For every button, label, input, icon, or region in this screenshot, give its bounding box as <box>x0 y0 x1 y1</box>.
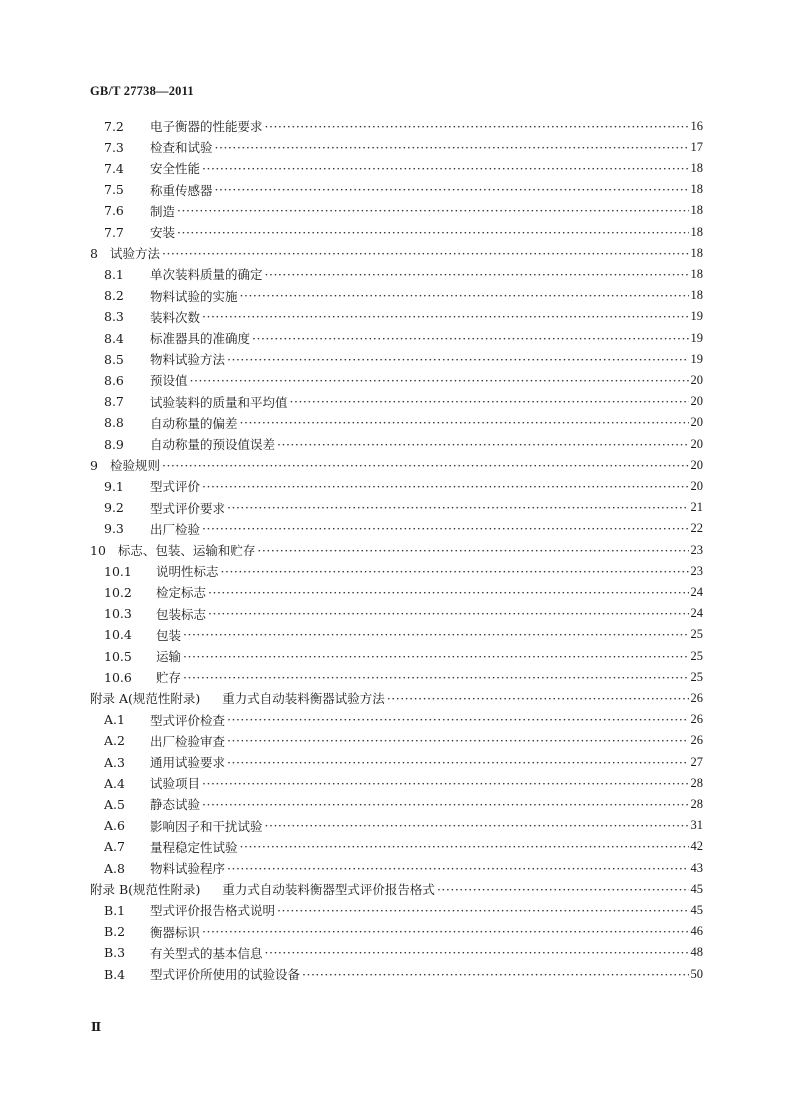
toc-leader-dots <box>265 945 689 960</box>
toc-entry-title: 称重传感器 <box>150 182 213 198</box>
toc-leader-dots <box>227 755 688 770</box>
toc-leader-dots <box>227 861 688 876</box>
toc-entry-number: 8.1 <box>104 266 124 282</box>
toc-entry[interactable] <box>104 328 703 348</box>
toc-entry[interactable] <box>90 540 703 560</box>
document-code-header: GB/T 27738—2011 <box>90 84 194 98</box>
toc-leader-dots <box>227 733 688 748</box>
toc-entry-title: 出厂检验审查 <box>150 733 226 749</box>
toc-entry[interactable] <box>104 752 703 772</box>
toc-entry-title: 试验项目 <box>150 776 201 792</box>
toc-entry-title: 标志、包装、运输和贮存 <box>117 543 256 558</box>
toc-entry-title: 型式评价报告格式说明 <box>150 903 276 919</box>
toc-entry-page: 19 <box>690 330 703 345</box>
toc-entry-title: 型式评价 <box>150 479 201 495</box>
toc-entry-number: 9.2 <box>104 500 124 516</box>
toc-entry[interactable] <box>104 413 703 433</box>
toc-entry[interactable] <box>104 137 703 157</box>
toc-entry-page: 31 <box>690 818 703 833</box>
toc-entry-title: 型式评价所使用的试验设备 <box>150 967 301 982</box>
toc-entry[interactable] <box>104 116 703 136</box>
toc-entry-number: A.1 <box>104 712 125 728</box>
toc-entry-number: 9 <box>90 457 98 473</box>
toc-leader-dots <box>277 437 688 452</box>
toc-leader-dots <box>208 585 688 600</box>
toc-entry-title: 自动称量的偏差 <box>150 415 238 431</box>
toc-leader-dots <box>162 246 689 261</box>
toc-entry-page: 45 <box>690 881 703 896</box>
toc-entry-title: 通用试验要求 <box>150 755 226 770</box>
toc-entry-title: 单次装料质量的确定 <box>150 267 263 283</box>
toc-leader-dots <box>177 203 688 218</box>
toc-entry-page: 19 <box>690 309 703 324</box>
toc-entry-title: 静态试验 <box>150 797 201 813</box>
toc-entry[interactable] <box>104 858 703 878</box>
toc-leader-dots <box>208 606 688 621</box>
toc-leader-dots <box>190 373 689 388</box>
toc-leader-dots <box>202 521 688 536</box>
toc-leader-dots <box>202 161 688 176</box>
page-number-footer: Ⅱ <box>91 1020 102 1034</box>
toc-entry-number: 8.6 <box>104 372 124 388</box>
toc-entry-title: 型式评价检查 <box>150 712 226 728</box>
toc-entry-page: 18 <box>690 224 703 239</box>
toc-entry-page: 42 <box>690 839 703 854</box>
toc-entry-title: 标准器具的准确度 <box>150 331 251 346</box>
toc-entry-number: B.4 <box>104 966 126 982</box>
toc-entry-number: 7.5 <box>104 182 124 198</box>
toc-leader-dots <box>240 839 689 854</box>
toc-leader-dots <box>265 267 689 282</box>
toc-leader-dots <box>437 882 689 897</box>
toc-entry-number: A.3 <box>104 754 125 770</box>
toc-entry-title: 物料试验的实施 <box>150 288 238 304</box>
toc-entry-number: 10.2 <box>104 584 132 600</box>
toc-leader-dots <box>277 903 688 918</box>
toc-entry-page: 19 <box>690 351 703 366</box>
toc-leader-dots <box>387 691 689 706</box>
toc-entry-number: 7.3 <box>104 139 124 155</box>
toc-entry-number: 8.3 <box>104 309 124 325</box>
toc-entry-page: 18 <box>690 245 703 260</box>
toc-entry-title: 检验规则 <box>109 458 160 474</box>
toc-entry-title: 装料次数 <box>150 309 201 325</box>
toc-entry-number: 10 <box>90 542 106 558</box>
toc-entry-title: 包装标志 <box>156 606 207 622</box>
toc-entry[interactable] <box>104 349 703 369</box>
toc-entry-page: 21 <box>690 500 703 515</box>
toc-entry[interactable] <box>90 455 703 475</box>
toc-entry-number: 8.7 <box>104 394 124 410</box>
toc-leader-dots <box>302 967 688 982</box>
toc-entry-number: A.6 <box>104 818 125 834</box>
toc-entry-title: 运输 <box>156 649 182 664</box>
toc-entry[interactable] <box>104 964 703 984</box>
toc-entry[interactable] <box>104 561 703 581</box>
toc-leader-dots <box>227 352 688 367</box>
toc-entry[interactable] <box>104 434 703 454</box>
toc-leader-dots <box>183 649 688 664</box>
toc-leader-dots <box>257 543 688 558</box>
toc-entry[interactable] <box>104 264 703 284</box>
toc-entry-title: 安全性能 <box>150 161 201 177</box>
toc-leader-dots <box>202 309 688 324</box>
toc-entry-page: 46 <box>690 924 703 939</box>
toc-entry-title: 检查和试验 <box>150 140 213 156</box>
toc-entry[interactable] <box>104 625 703 645</box>
toc-leader-dots <box>265 818 689 833</box>
toc-leader-dots <box>227 712 688 727</box>
toc-entry[interactable] <box>104 731 703 751</box>
toc-entry-page: 26 <box>690 733 703 748</box>
toc-entry[interactable] <box>90 688 703 708</box>
toc-entry-title: 制造 <box>150 203 176 219</box>
toc-entry[interactable] <box>104 370 703 390</box>
toc-entry-page: 23 <box>690 563 703 578</box>
toc-leader-dots <box>202 797 688 812</box>
toc-leader-dots <box>202 479 688 494</box>
toc-leader-dots <box>290 394 689 409</box>
toc-entry-number: 9.3 <box>104 521 124 537</box>
toc-entry-title: 包装 <box>156 627 182 643</box>
toc-entry-page: 24 <box>690 584 703 599</box>
toc-entry[interactable] <box>90 879 703 899</box>
toc-leader-dots <box>183 627 688 642</box>
toc-entry-title: 贮存 <box>156 670 182 686</box>
toc-entry-title: 型式评价要求 <box>150 500 226 516</box>
toc-entry-number: B.2 <box>104 924 126 940</box>
toc-entry-number: A.5 <box>104 796 125 812</box>
toc-entry-page: 18 <box>690 288 703 303</box>
toc-entry-title: 物料试验方法 <box>150 352 226 368</box>
toc-entry-number: 10.6 <box>104 669 132 685</box>
toc-entry-page: 25 <box>690 669 703 684</box>
toc-entry-page: 20 <box>690 436 703 451</box>
toc-leader-dots <box>202 924 688 939</box>
toc-entry-number: 10.3 <box>104 606 132 622</box>
toc-entry-page: 26 <box>690 712 703 727</box>
toc-entry[interactable] <box>104 498 703 518</box>
toc-entry-page: 50 <box>690 966 703 981</box>
toc-entry-page: 25 <box>690 648 703 663</box>
toc-entry-title: 自动称量的预设值误差 <box>150 437 276 452</box>
toc-entry[interactable] <box>104 582 703 602</box>
toc-entry-page: 16 <box>690 118 703 133</box>
toc-entry-page: 27 <box>690 754 703 769</box>
toc-entry-title: 重力式自动装料衡器型式评价报告格式 <box>222 882 435 898</box>
toc-entry-page: 45 <box>690 902 703 917</box>
toc-entry[interactable] <box>104 519 703 539</box>
toc-entry-page: 18 <box>690 203 703 218</box>
toc-leader-dots <box>221 564 689 579</box>
toc-entry-title: 影响因子和干扰试验 <box>150 818 263 834</box>
toc-entry-number: 9.1 <box>104 478 124 494</box>
toc-entry-number: 8.9 <box>104 436 124 452</box>
toc-entry[interactable] <box>104 392 703 412</box>
toc-entry[interactable] <box>104 710 703 730</box>
toc-entry-page: 24 <box>690 606 703 621</box>
toc-entry-page: 28 <box>690 775 703 790</box>
toc-entry[interactable] <box>90 243 703 263</box>
toc-entry[interactable] <box>104 476 703 496</box>
toc-entry-page: 20 <box>690 372 703 387</box>
toc-entry-title: 出厂检验 <box>150 521 201 537</box>
toc-leader-dots <box>240 288 689 303</box>
toc-entry-number: 附录 A(规范性附录) <box>90 691 201 707</box>
toc-entry-number: 8.8 <box>104 415 124 431</box>
toc-entry-page: 26 <box>690 690 703 705</box>
toc-entry[interactable] <box>104 816 703 836</box>
toc-entry[interactable] <box>104 604 703 624</box>
toc-leader-dots <box>215 140 689 155</box>
toc-entry-number: 7.6 <box>104 203 124 219</box>
toc-entry[interactable] <box>104 837 703 857</box>
toc-entry-number: 8.2 <box>104 288 124 304</box>
toc-entry-number: 7.7 <box>104 224 124 240</box>
toc-entry[interactable] <box>104 201 703 221</box>
toc-entry-number: 7.4 <box>104 160 124 176</box>
toc-entry-title: 试验装料的质量和平均值 <box>150 394 288 410</box>
toc-entry-title: 衡器标识 <box>150 924 201 940</box>
toc-entry-page: 20 <box>690 457 703 472</box>
toc-entry-page: 17 <box>690 139 703 154</box>
toc-entry[interactable] <box>104 180 703 200</box>
toc-leader-dots <box>183 670 688 685</box>
toc-entry[interactable] <box>104 900 703 920</box>
toc-entry[interactable] <box>104 773 703 793</box>
toc-entry-page: 48 <box>690 945 703 960</box>
toc-entry[interactable] <box>104 158 703 178</box>
toc-leader-dots <box>252 331 688 346</box>
toc-entry[interactable] <box>104 922 703 942</box>
toc-entry-number: A.4 <box>104 775 125 791</box>
toc-entry-number: 附录 B(规范性附录) <box>90 882 201 898</box>
toc-entry-number: 8.4 <box>104 330 124 346</box>
toc-entry-page: 20 <box>690 415 703 430</box>
toc-entry-title: 重力式自动装料衡器试验方法 <box>222 691 385 707</box>
toc-entry-number: A.2 <box>104 733 125 749</box>
toc-entry-page: 18 <box>690 266 703 281</box>
toc-entry-page: 20 <box>690 478 703 493</box>
toc-entry-number: 7.2 <box>104 118 124 134</box>
toc-entry-page: 18 <box>690 182 703 197</box>
toc-entry[interactable] <box>104 222 703 242</box>
toc-entry-page: 20 <box>690 394 703 409</box>
toc-leader-dots <box>215 182 689 197</box>
toc-leader-dots <box>162 458 689 473</box>
toc-entry[interactable] <box>104 667 703 687</box>
toc-leader-dots <box>202 776 688 791</box>
toc-entry-title: 物料试验程序 <box>150 861 226 876</box>
toc-leader-dots <box>265 119 689 134</box>
toc-entry[interactable] <box>104 794 703 814</box>
toc-entry[interactable] <box>104 307 703 327</box>
toc-entry-number: 10.5 <box>104 648 132 664</box>
toc-leader-dots <box>177 225 688 240</box>
toc-entry-title: 安装 <box>150 225 176 240</box>
toc-entry[interactable] <box>104 943 703 963</box>
toc-entry-title: 说明性标志 <box>156 564 219 580</box>
toc-entry-page: 23 <box>690 542 703 557</box>
toc-entry-title: 试验方法 <box>109 246 160 262</box>
toc-entry-page: 43 <box>690 860 703 875</box>
toc-entry-page: 25 <box>690 627 703 642</box>
toc-entry-number: A.7 <box>104 839 125 855</box>
toc-entry-number: B.1 <box>104 902 126 918</box>
toc-entry[interactable] <box>104 646 703 666</box>
toc-entry-number: B.3 <box>104 945 126 961</box>
toc-entry-title: 预设值 <box>150 373 188 389</box>
toc-entry-page: 28 <box>690 796 703 811</box>
toc-entry-title: 有关型式的基本信息 <box>150 945 263 961</box>
toc-entry-title: 电子衡器的性能要求 <box>150 119 263 134</box>
toc-leader-dots <box>227 500 688 515</box>
toc-entry-page: 22 <box>690 521 703 536</box>
toc-leader-dots <box>240 415 689 430</box>
toc-entry-number: A.8 <box>104 860 125 876</box>
toc-entry-number: 10.4 <box>104 627 132 643</box>
toc-entry-title: 检定标志 <box>156 585 207 601</box>
toc-entry-page: 18 <box>690 160 703 175</box>
toc-entry[interactable] <box>104 286 703 306</box>
toc-entry-number: 8 <box>90 245 98 261</box>
toc-entry-number: 8.5 <box>104 351 124 367</box>
toc-entry-title: 量程稳定性试验 <box>150 839 238 855</box>
toc-entry-number: 10.1 <box>104 563 132 579</box>
